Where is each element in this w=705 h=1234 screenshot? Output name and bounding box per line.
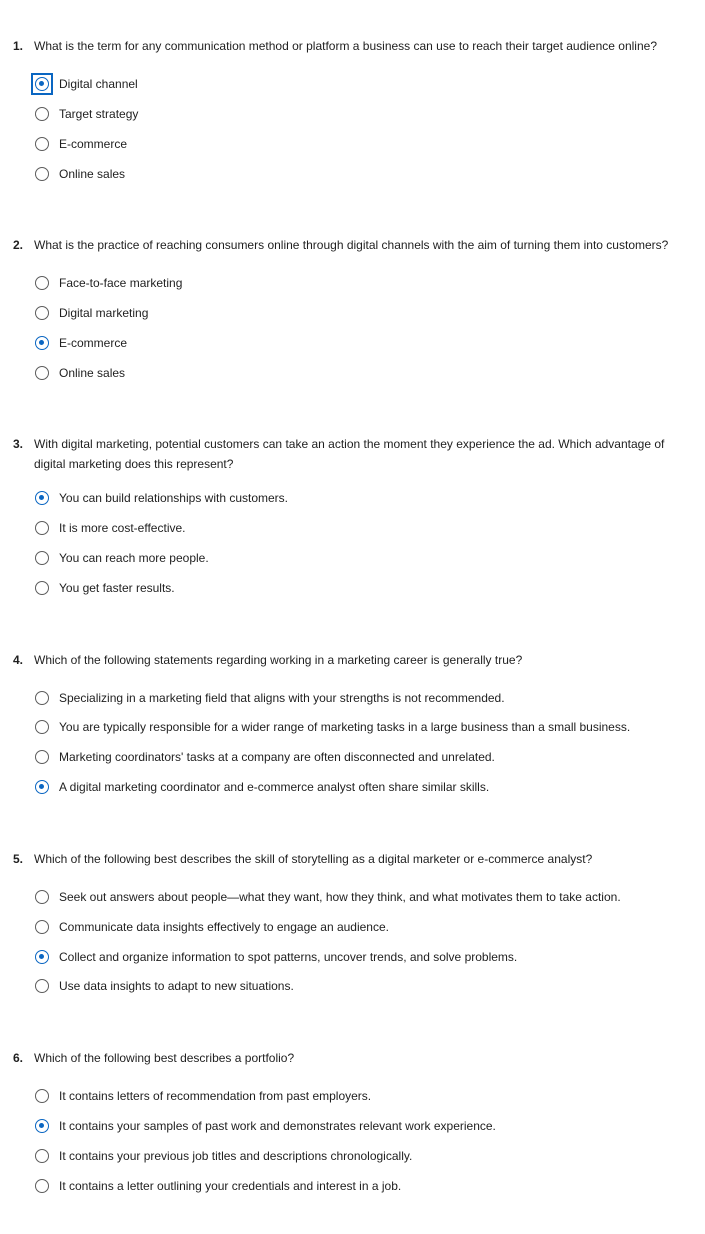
option-label: Online sales: [59, 366, 126, 380]
question-number: 3.: [13, 437, 24, 451]
radio-icon[interactable]: [35, 551, 49, 565]
option-label: E-commerce: [59, 336, 128, 350]
radio-icon[interactable]: [35, 137, 49, 151]
answer-option[interactable]: [32, 777, 489, 797]
radio-icon[interactable]: [35, 521, 49, 535]
question-prompt: [13, 650, 693, 670]
radio-selected-icon[interactable]: [35, 77, 49, 91]
radio-icon[interactable]: [35, 581, 49, 595]
option-label: Use data insights to adapt to new situations.: [59, 979, 294, 993]
answer-option[interactable]: [32, 887, 621, 907]
answer-option[interactable]: [32, 578, 175, 598]
option-label: Online sales: [59, 167, 126, 181]
radio-icon[interactable]: [35, 366, 49, 380]
answer-option[interactable]: [32, 688, 505, 708]
answer-option[interactable]: [32, 747, 495, 767]
option-label: It contains a letter outlining your credentials and interest in a job.: [59, 1179, 402, 1193]
option-label: Face-to-face marketing: [59, 276, 183, 290]
answer-option[interactable]: [32, 303, 148, 323]
option-label: You can reach more people.: [59, 551, 209, 565]
answer-option[interactable]: [32, 1176, 401, 1196]
option-label: You can build relationships with customers.: [59, 491, 289, 505]
answer-option[interactable]: [32, 488, 288, 508]
question-number: 6.: [13, 1051, 24, 1065]
option-label: Communicate data insights effectively to engage an audience.: [59, 920, 389, 934]
option-label: You are typically responsible for a wider range of marketing tasks in a large business than a small business.: [59, 720, 631, 734]
answer-option[interactable]: [32, 917, 389, 937]
answer-option[interactable]: [32, 947, 517, 967]
radio-icon[interactable]: [35, 276, 49, 290]
question-prompt: [13, 235, 693, 255]
option-label: It contains your previous job titles and descriptions chronologically.: [59, 1149, 413, 1163]
answer-option[interactable]: [32, 164, 125, 184]
option-label: Digital marketing: [59, 306, 149, 320]
answer-option[interactable]: [32, 134, 127, 154]
answer-option[interactable]: [32, 548, 209, 568]
option-label: You get faster results.: [59, 581, 175, 595]
radio-icon[interactable]: [35, 750, 49, 764]
question-number: 2.: [13, 238, 24, 252]
answer-option[interactable]: [32, 976, 294, 996]
question-text: With digital marketing, potential customers can take an action the moment they experience the ad. Which advantage of digital marketing does this represent?: [34, 437, 665, 471]
option-label: Target strategy: [59, 107, 139, 121]
answer-option[interactable]: [32, 363, 125, 383]
radio-selected-icon[interactable]: [35, 491, 49, 505]
answer-option[interactable]: [32, 333, 127, 353]
question-number: 4.: [13, 653, 24, 667]
question-prompt: [13, 1048, 693, 1068]
question-text: Which of the following statements regarding working in a marketing career is generally true?: [34, 653, 523, 667]
radio-icon[interactable]: [35, 979, 49, 993]
answer-option[interactable]: [32, 1116, 496, 1136]
radio-icon[interactable]: [35, 107, 49, 121]
option-label: Collect and organize information to spot patterns, uncover trends, and solve problems.: [59, 950, 518, 964]
question-text: What is the practice of reaching consumers online through digital channels with the aim of turning them into customers?: [34, 238, 669, 252]
option-label: Marketing coordinators' tasks at a company are often disconnected and unrelated.: [59, 750, 495, 764]
answer-option[interactable]: [32, 1086, 371, 1106]
question-text: What is the term for any communication method or platform a business can use to reach their target audience online?: [34, 39, 657, 53]
answer-option[interactable]: [32, 74, 138, 94]
answer-option[interactable]: [32, 1146, 412, 1166]
radio-icon[interactable]: [35, 1149, 49, 1163]
option-label: Specializing in a marketing field that aligns with your strengths is not recommended.: [59, 691, 505, 705]
question-text: Which of the following best describes a portfolio?: [34, 1051, 295, 1065]
radio-focus-ring[interactable]: [32, 74, 52, 94]
question-number: 1.: [13, 39, 24, 53]
radio-icon[interactable]: [35, 167, 49, 181]
answer-option[interactable]: [32, 518, 186, 538]
question-text: Which of the following best describes the skill of storytelling as a digital marketer or e-commerce analyst?: [34, 852, 593, 866]
question-prompt: [13, 434, 693, 474]
option-label: Digital channel: [59, 77, 138, 91]
question-number: 5.: [13, 852, 24, 866]
option-label: A digital marketing coordinator and e-commerce analyst often share similar skills.: [59, 780, 490, 794]
radio-selected-icon[interactable]: [35, 780, 49, 794]
answer-option[interactable]: [32, 273, 182, 293]
radio-selected-icon[interactable]: [35, 950, 49, 964]
option-label: It is more cost-effective.: [59, 521, 186, 535]
radio-icon[interactable]: [35, 890, 49, 904]
question-prompt: [13, 36, 693, 56]
radio-icon[interactable]: [35, 1179, 49, 1193]
radio-icon[interactable]: [35, 1089, 49, 1103]
radio-icon[interactable]: [35, 306, 49, 320]
radio-selected-icon[interactable]: [35, 1119, 49, 1133]
answer-option[interactable]: [32, 717, 630, 737]
option-label: Seek out answers about people—what they want, how they think, and what motivates them to take action.: [59, 890, 621, 904]
radio-icon[interactable]: [35, 691, 49, 705]
option-label: E-commerce: [59, 137, 128, 151]
radio-icon[interactable]: [35, 720, 49, 734]
radio-icon[interactable]: [35, 920, 49, 934]
option-label: It contains your samples of past work and demonstrates relevant work experience.: [59, 1119, 496, 1133]
question-prompt: [13, 849, 693, 869]
option-label: It contains letters of recommendation from past employers.: [59, 1089, 372, 1103]
radio-selected-icon[interactable]: [35, 336, 49, 350]
answer-option[interactable]: [32, 104, 138, 124]
